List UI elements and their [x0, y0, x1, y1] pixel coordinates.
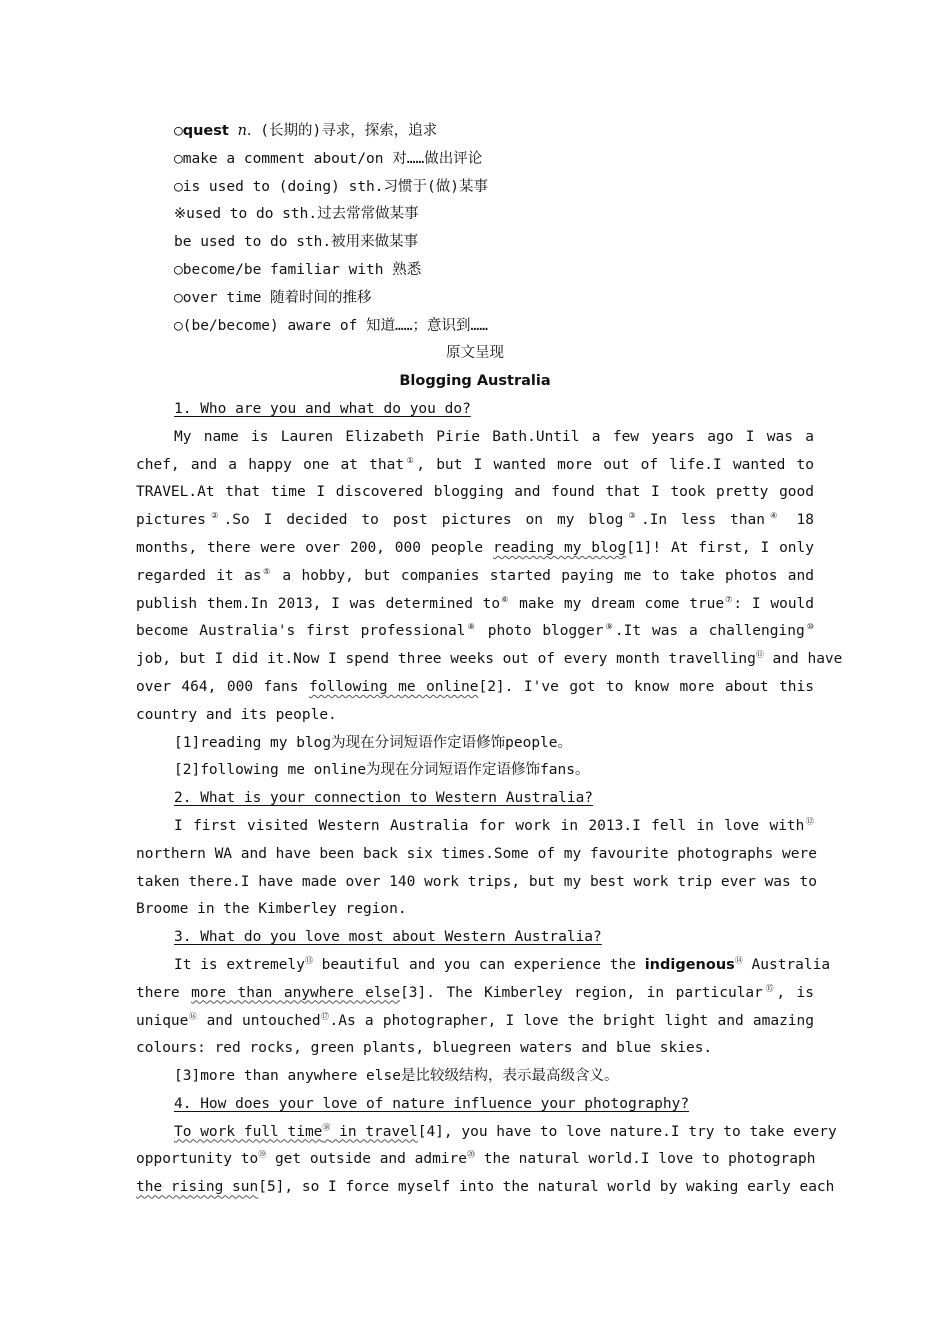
text-line — [136, 1146, 814, 1174]
text-run: get outside and admire — [266, 1151, 468, 1168]
question-3: 3. What do you love most about Western Australia? — [174, 929, 602, 946]
text-line — [136, 452, 814, 480]
vocab-text: over time 随着时间的推移 — [182, 289, 372, 306]
text-run: months, there were over 200, 000 people — [136, 539, 494, 556]
text-run: It is extremely — [174, 956, 305, 973]
text-run: [5], so I force myself into the natural world by waking early each — [258, 1179, 835, 1196]
vocab-item — [136, 285, 814, 313]
annotation-note: [3]more than anywhere else是比较级结构，表示最高级含义。 — [174, 1068, 619, 1085]
wavy-underlined-phrase: the rising sun — [136, 1179, 259, 1196]
text-run: , is — [776, 984, 814, 1001]
text-run: [4], you have to love nature.I try to take every — [417, 1123, 837, 1140]
text-run: To work full time — [174, 1123, 323, 1140]
text-run: regarded it as — [136, 567, 262, 584]
text-line: Broome in the Kimberley region. — [136, 901, 407, 918]
text-line: My name is Lauren Elizabeth Pirie Bath.Until a few years ago I was a — [174, 428, 814, 445]
vocab-item — [136, 313, 814, 341]
vocab-item — [136, 118, 814, 146]
question-heading — [136, 396, 814, 424]
vocab-headword: quest — [182, 123, 229, 139]
text-line — [136, 1174, 835, 1202]
text-run: make my dream come true — [509, 595, 725, 612]
question-heading — [136, 785, 814, 813]
vocab-item — [136, 201, 814, 229]
footnote-marker: ⑪ — [755, 650, 764, 660]
text-run: I first visited Western Australia for work in 2013.I fell in love with — [174, 817, 805, 834]
text-line — [136, 813, 814, 841]
bullet-mark: ○ — [174, 123, 183, 139]
text-run: .It was a challenging — [614, 623, 805, 640]
text-run: photo blogger — [476, 623, 604, 640]
wavy-underlined-phrase: reading my blog — [493, 539, 627, 556]
text-line: country and its people. — [136, 706, 337, 723]
vocab-text: is used to (doing) sth.习惯于(做)某事 — [182, 178, 488, 195]
text-run: unique — [136, 1012, 189, 1029]
bullet-mark: ○ — [174, 261, 183, 278]
footnote-marker: ④ — [764, 511, 783, 521]
question-1: 1. Who are you and what do you do? — [174, 400, 471, 417]
text-run: beautiful and you can experience the — [312, 956, 645, 973]
footnote-marker: ⑳ — [467, 1150, 476, 1160]
question-2: 2. What is your connection to Western Australia? — [174, 790, 594, 807]
text-line: northern WA and have been back six times.Some of my favourite photographs were — [136, 845, 817, 862]
text-line — [136, 563, 814, 591]
vocab-text: (be/become) aware of 知道……；意识到…… — [182, 317, 488, 334]
section-label: 原文呈现 — [446, 345, 504, 362]
text-run: over 464, 000 fans — [136, 678, 310, 695]
part-of-speech: n. — [237, 123, 252, 139]
text-run: [1]! At first, I only — [626, 539, 814, 556]
text-run: job, but I did it.Now I spend three weeks out of every month travelling — [136, 651, 756, 668]
bullet-mark: ○ — [174, 150, 183, 167]
annotation-note: [2]following me online为现在分词短语作定语修饰fans。 — [174, 762, 590, 779]
footnote-marker: ⑩ — [804, 622, 815, 632]
text-run: and untouched — [197, 1012, 321, 1029]
document-content — [136, 118, 843, 1202]
footnote-marker: ⑧ — [465, 622, 477, 632]
text-run: : I would — [733, 595, 815, 612]
text-line: taken there.I have made over 140 work trips, but my best work trip ever was to — [136, 873, 817, 890]
text-line: colours: red rocks, green plants, bluegreen waters and blue skies. — [136, 1040, 713, 1057]
text-run: publish them.In 2013, I was determined to — [136, 595, 501, 612]
footnote-marker: ⑨ — [603, 622, 615, 632]
footnote-marker: ⑮ — [762, 983, 777, 993]
footnote-marker: ⑭ — [734, 955, 743, 965]
vocab-text: used to do sth.过去常常做某事 — [186, 206, 419, 223]
bullet-mark: ○ — [174, 317, 183, 334]
text-line — [136, 980, 814, 1008]
wavy-underlined-phrase: following me online — [309, 678, 479, 695]
text-run: .In less than — [640, 512, 765, 529]
text-run: , but I wanted more out of life.I wanted to — [416, 456, 815, 473]
text-line — [136, 674, 814, 702]
vocab-item — [136, 146, 814, 174]
text-run: .So I decided to post pictures on my blog — [223, 512, 624, 529]
text-run: the natural world.I love to photograph — [475, 1151, 816, 1168]
question-4: 4. How does your love of nature influence your photography? — [174, 1095, 690, 1112]
footnote-marker: ⑤ — [261, 566, 273, 576]
vocab-text: be used to do sth.被用来做某事 — [174, 234, 419, 251]
vocab-text: become/be familiar with 熟悉 — [182, 261, 422, 278]
text-line — [136, 618, 814, 646]
text-run: there — [136, 984, 192, 1001]
footnote-marker: ⑫ — [804, 816, 814, 826]
text-run: chef, and a happy one at that — [136, 456, 405, 473]
footnote-marker: ⑲ — [258, 1150, 267, 1160]
text-run: a hobby, but companies started paying me to take photos and — [272, 567, 814, 584]
question-heading — [136, 1091, 814, 1119]
text-line — [136, 1119, 837, 1147]
text-line — [136, 507, 814, 535]
text-run: Australia — [742, 956, 831, 973]
text-line — [136, 535, 814, 563]
annotation-note: [1]reading my blog为现在分词短语作定语修饰people。 — [174, 734, 573, 751]
vocab-meaning: (长期的)寻求，探索，追求 — [251, 123, 438, 139]
text-line — [136, 952, 831, 980]
text-run: [2]. I've got to know more about this — [478, 678, 814, 695]
footnote-marker: ⑱ — [322, 1122, 331, 1132]
text-run: pictures — [136, 512, 206, 529]
text-line: TRAVEL.At that time I discovered blogging and found that I took pretty good — [136, 484, 814, 501]
text-run: in travel — [330, 1123, 418, 1140]
footnote-marker: ② — [205, 511, 224, 521]
footnote-marker: ⑬ — [304, 955, 313, 965]
bold-keyword: indigenous — [644, 956, 735, 973]
text-run: opportunity to — [136, 1151, 259, 1168]
question-heading — [136, 924, 814, 952]
vocab-item — [136, 174, 814, 202]
text-run: .As a photographer, I love the bright light and amazing — [329, 1012, 815, 1029]
footnote-marker: ① — [404, 455, 417, 465]
bullet-mark: ※ — [174, 206, 187, 223]
text-line — [136, 591, 814, 619]
bullet-mark: ○ — [174, 178, 183, 195]
footnote-marker: ⑯ — [188, 1011, 198, 1021]
article-title: Blogging Australia — [399, 373, 551, 390]
text-run: and have — [763, 651, 843, 668]
footnote-marker: ③ — [623, 511, 641, 521]
text-line — [136, 1008, 814, 1036]
wavy-underlined-phrase — [174, 1124, 418, 1140]
vocab-text: make a comment about/on 对……做出评论 — [182, 150, 483, 167]
footnote-marker: ⑥ — [500, 594, 510, 604]
text-run: become Australia's first professional — [136, 623, 466, 640]
footnote-marker: ⑦ — [724, 594, 734, 604]
vocab-item — [136, 229, 814, 257]
footnote-marker: ⑰ — [320, 1011, 330, 1021]
text-run: 18 — [782, 512, 815, 529]
bullet-mark: ○ — [174, 289, 183, 306]
wavy-underlined-phrase: more than anywhere else — [191, 984, 401, 1001]
text-line — [136, 646, 843, 674]
text-run: [3]. The Kimberley region, in particular — [400, 984, 763, 1001]
vocab-item — [136, 257, 814, 285]
